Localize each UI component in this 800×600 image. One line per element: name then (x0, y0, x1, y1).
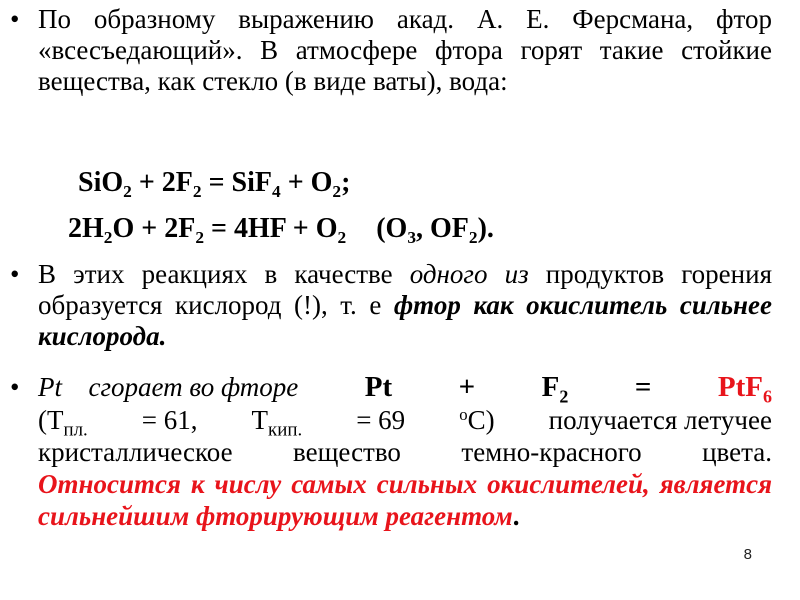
platinum-line-2: ($T_{пл.}$ = 61, $T_{кип.}$ = 69 $^o$C) получается летучее (38, 404, 772, 441)
paragraph-fluorine-description: По образному выражению акад. А. Е. Ферсмана, фтор «всесъедающий». В атмосфере фтора горят такие стойкие вещества, как стекло (в виде ваты), вода: (38, 4, 772, 96)
equation-h2o: $2H_2O + 2F_2 = 4HF + O_2$ ($O_3$, $OF_2$). (68, 213, 494, 248)
platinum-line-1: Pt сгорает во фторе Pt + $F_2$ = PtF$_6$ (38, 371, 772, 407)
platinum-red-conclusion: Относится к числу самых сильных окислителей, является сильнейшим фторирующим реагентом. (38, 469, 772, 531)
paragraph-platinum (38, 370, 772, 532)
platinum-line-3: кристаллическое вещество темно-красного цвета. (38, 437, 772, 467)
equation-sio2: $SiO_2 + 2F_2 = SiF_4 + O_2$; (78, 167, 351, 202)
bullet-3: • (10, 372, 20, 402)
bullet-1: • (10, 4, 20, 34)
paragraph-oxygen-product: В этих реакциях в качестве одного из продуктов горения образуется кислород (!), т. е фтор как окислитель сильнее кислорода. (38, 259, 772, 351)
page-number: 8 (743, 546, 752, 563)
bullet-2: • (10, 259, 20, 289)
